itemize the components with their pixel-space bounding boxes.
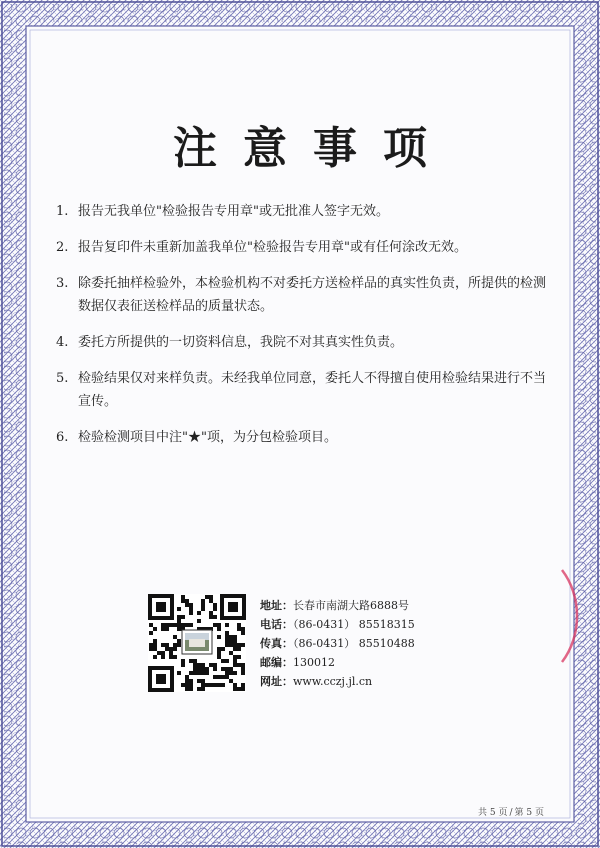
address-value: 长春市南湖大路6888号 [293,599,409,612]
fax-value: 85510488 [358,637,415,650]
list-item [56,367,546,413]
page-title: 注意事项 [173,123,453,174]
fax-row: 传真：（86-0431） 85510488 [260,637,415,650]
list-item [56,236,546,259]
list-item [56,272,546,318]
page-separator: / [509,808,513,818]
note-text: 报告无我单位"检验报告专用章"或无批准人签字无效。 [78,204,389,219]
page-total: 共 5 页 [478,808,508,818]
web-link[interactable]: www.cczj.jl.cn [293,675,373,688]
address-row: 地址：长春市南湖大路6888号 [260,599,409,612]
web-row: 网址：www.cczj.jl.cn [260,675,373,688]
note-number: 5. [56,371,69,386]
note-number: 6. [56,430,69,445]
contact-info [260,596,460,691]
zip-row: 邮编：130012 [260,656,335,669]
note-number: 1. [56,204,69,219]
phone-value: 85518315 [358,618,415,631]
notes-list [56,200,546,462]
note-text: 委托方所提供的一切资料信息，我院不对其真实性负责。 [78,335,404,350]
page-indicator [476,805,544,818]
note-text: 检验结果仅对来样负责。未经我单位同意，委托人不得擅自使用检验结果进行不当宣传。 [78,371,547,409]
list-item [56,200,546,223]
note-text: 检验检测项目中注"★"项，为分包检验项目。 [78,430,337,445]
note-number: 4. [56,335,69,350]
note-text: 除委托抽样检验外，本检验机构不对委托方送检样品的真实性负责，所提供的检测数据仅表征送检样品的质量状态。 [78,276,547,314]
list-item [56,426,546,449]
note-number: 3. [56,276,69,291]
phone-row: 电话：（86-0431） 85518315 [260,618,415,631]
zip-value: 130012 [293,656,335,669]
qr-code-icon[interactable] [148,594,246,692]
list-item [56,331,546,354]
contact-block [148,594,448,694]
seal-stamp-edge [548,566,588,666]
note-text: 报告复印件未重新加盖我单位"检验报告专用章"或有任何涂改无效。 [78,240,467,255]
note-number: 2. [56,240,69,255]
page-current: 第 5 页 [514,808,544,818]
